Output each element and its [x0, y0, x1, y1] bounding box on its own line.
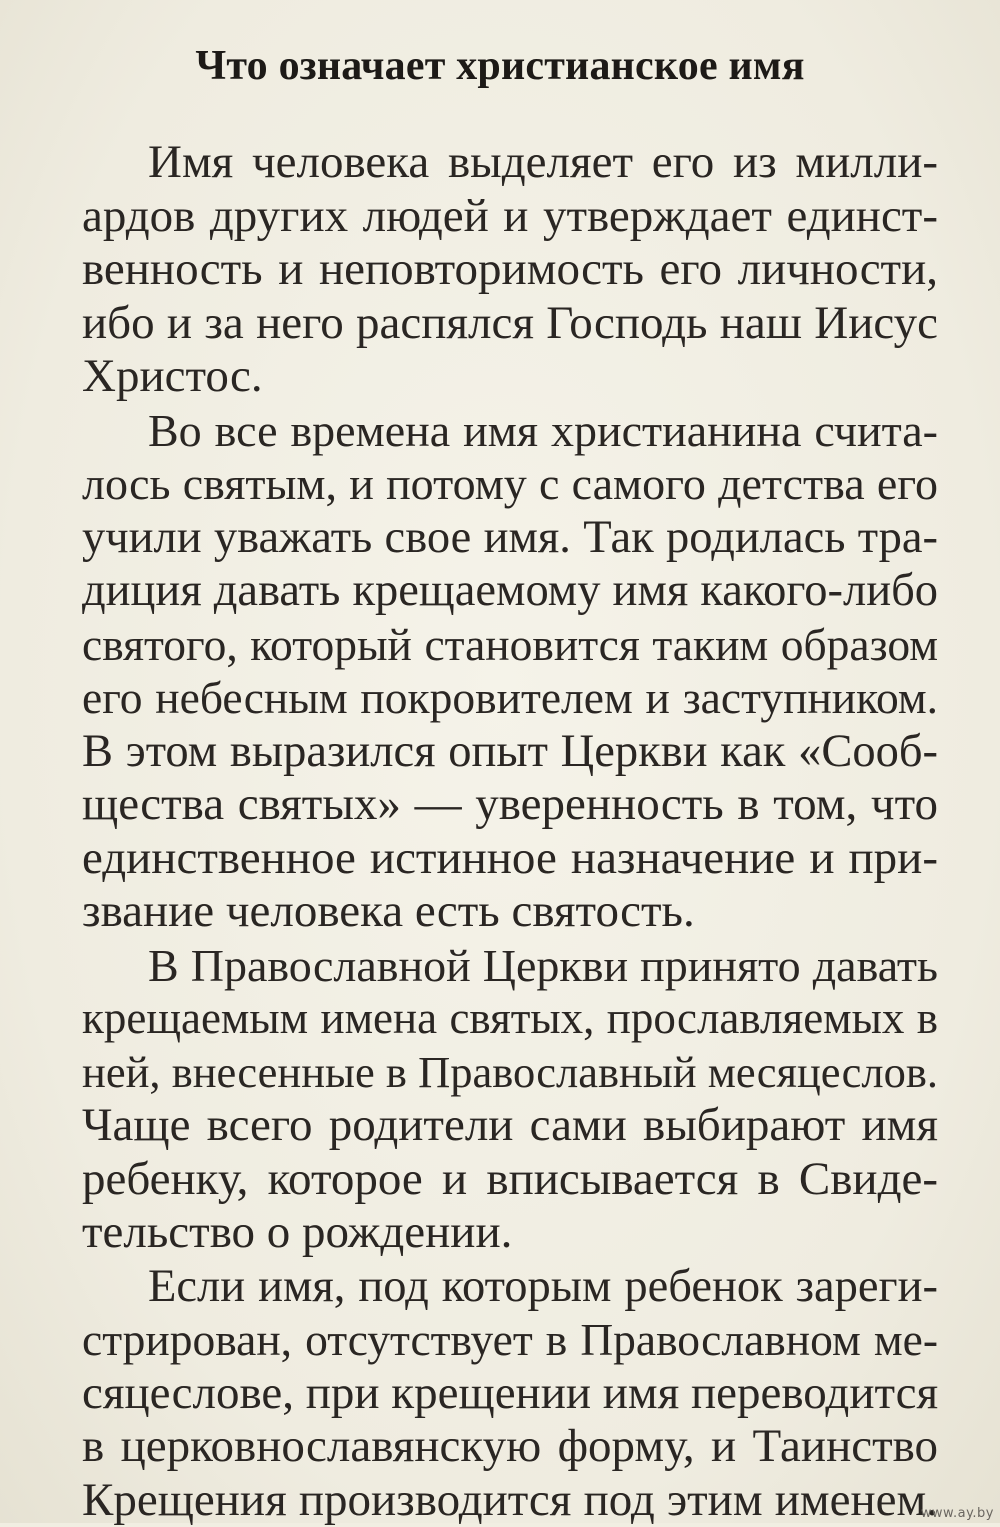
paragraph-1 [82, 136, 938, 404]
text-line: учили уважать свое имя. Так родилась тра- [82, 511, 938, 565]
text-line: ардов других людей и утверждает единст- [82, 190, 938, 244]
text-line: В Православной Церкви принято давать [82, 939, 938, 993]
text-line: ибо и за него распялся Господь наш Иисус [82, 297, 938, 351]
text-line: звание человека есть святость. [82, 885, 938, 939]
text-line: Крещения производится под этим именем. [82, 1474, 938, 1527]
text-line: Чаще всего родители сами выбирают имя [82, 1099, 938, 1153]
text-line: стрирован, отсутствует в Православном ме- [82, 1313, 938, 1367]
body-text [82, 136, 938, 1527]
page-title: Что означает христианское имя [0, 38, 1000, 94]
text-line: ребенку, которое и вписывается в Свиде- [82, 1153, 938, 1207]
text-line: щества святых» — уверенность в том, что [82, 778, 938, 832]
text-line: Во все времена имя христианина счита- [82, 404, 938, 458]
text-line: его небесным покровителем и заступником. [82, 671, 938, 725]
text-line: сяцеслове, при крещении имя переводится [82, 1367, 938, 1421]
text-line: В этом выразился опыт Церкви как «Сооб- [82, 725, 938, 779]
paragraph-3 [82, 939, 938, 1260]
text-line: тельство о рождении. [82, 1206, 938, 1260]
text-line: Если имя, под которым ребенок зареги- [82, 1260, 938, 1314]
text-line: диция давать крещаемому имя какого-либо [82, 564, 938, 618]
paragraph-4 [82, 1260, 938, 1527]
text-line: в церковнославянскую форму, и Таинство [82, 1420, 938, 1474]
text-line: лось святым, и потому с самого детства его [82, 457, 938, 511]
watermark: www.ay.by [921, 1506, 994, 1521]
text-line: венность и неповторимость его личности, [82, 243, 938, 297]
text-line: ней, внесенные в Православный месяцеслов. [82, 1046, 938, 1100]
text-line: Христос. [82, 350, 938, 404]
text-line: крещаемым имена святых, прославляемых в [82, 992, 938, 1046]
paragraph-2 [82, 404, 938, 939]
text-line: единственное истинное назначение и при- [82, 832, 938, 886]
text-line: Имя человека выделяет его из милли- [82, 136, 938, 190]
text-line: святого, который становится таким образом [82, 618, 938, 672]
